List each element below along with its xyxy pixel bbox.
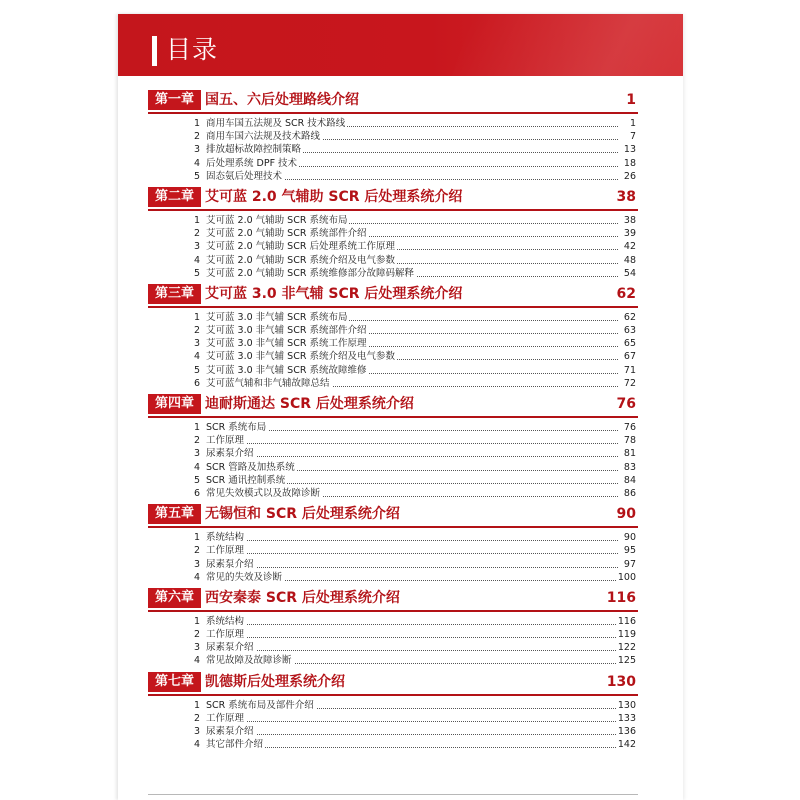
toc-entry[interactable] [148, 641, 638, 654]
chapter-title: 艾可蓝 3.0 非气辅 SCR 后处理系统介绍 [205, 285, 463, 302]
dot-leader [206, 637, 618, 638]
entry-title: 艾可蓝 3.0 非气辅 SCR 系统部件介绍 [206, 325, 367, 337]
toc-entry[interactable] [148, 699, 638, 712]
entry-page-number: 142 [617, 739, 636, 751]
entry-number: 2 [194, 131, 201, 143]
chapter-page-number: 62 [616, 285, 636, 302]
entry-number: 4 [194, 739, 201, 751]
entry-title: SCR 系统布局及部件介绍 [206, 699, 314, 711]
entry-title: 常见故障及故障诊断 [206, 655, 292, 667]
toc-entry[interactable] [148, 558, 638, 571]
entry-page-number: 81 [623, 448, 636, 460]
dot-leader [206, 721, 618, 722]
entry-page-number: 83 [623, 461, 636, 473]
entry-number: 4 [194, 157, 201, 169]
chapter-badge: 第二章 [148, 187, 201, 207]
toc-entry[interactable] [148, 377, 638, 390]
entry-title: 常见的失效及诊断 [206, 571, 283, 583]
toc-entry[interactable] [148, 143, 638, 156]
entry-title: 艾可蓝 2.0 气辅助 SCR 系统布局 [206, 214, 348, 226]
entry-number: 3 [194, 448, 201, 460]
toc-entry[interactable] [148, 531, 638, 544]
entry-number: 5 [194, 170, 201, 182]
entry-title: 排放超标故障控制策略 [206, 144, 302, 156]
entry-page-number: 18 [623, 157, 636, 169]
entry-number: 4 [194, 655, 201, 667]
entry-title: 尿素泵介绍 [206, 448, 254, 460]
entry-title: 尿素泵介绍 [206, 726, 254, 737]
entry-page-number: 125 [617, 655, 636, 667]
toc-entry[interactable] [148, 350, 638, 363]
dot-leader [206, 650, 618, 651]
chapter-heading[interactable] [148, 283, 638, 308]
chapter-badge: 第四章 [148, 394, 201, 414]
entry-page-number: 78 [623, 435, 636, 447]
chapter-section [148, 283, 638, 390]
chapter-badge: 第六章 [148, 588, 201, 608]
chapter-badge: 第七章 [148, 672, 201, 692]
dot-leader [206, 624, 618, 625]
entry-page-number: 90 [623, 532, 636, 544]
entry-number: 1 [194, 699, 201, 711]
toc-entry[interactable] [148, 474, 638, 487]
entry-number: 3 [194, 642, 201, 654]
toc-entry[interactable] [148, 725, 638, 738]
page-title: 目录 [166, 35, 219, 64]
entry-title: 尿素泵介绍 [206, 642, 254, 654]
toc-entry[interactable] [148, 544, 638, 557]
entry-title: 系统结构 [206, 532, 245, 544]
entry-title: SCR 系统布局 [206, 422, 267, 433]
toc-entry[interactable] [148, 571, 638, 584]
chapter-title: 迪耐斯通达 SCR 后处理系统介绍 [205, 396, 414, 412]
entry-title: 艾可蓝 2.0 气辅助 SCR 系统部件介绍 [206, 228, 367, 240]
table-of-contents [148, 89, 638, 754]
entry-number: 5 [194, 267, 201, 279]
toc-entry[interactable] [148, 461, 638, 474]
entry-page-number: 71 [623, 364, 636, 376]
dot-leader [206, 443, 618, 444]
entry-title: 工作原理 [206, 435, 245, 447]
entry-title: 工作原理 [206, 545, 245, 557]
chapter-heading[interactable] [148, 186, 638, 211]
entry-title: 商用车国六法规及技术路线 [206, 131, 321, 143]
toc-entry[interactable] [148, 434, 638, 447]
toc-entry[interactable] [148, 654, 638, 667]
chapter-badge: 第一章 [148, 90, 201, 110]
chapter-title: 西安秦泰 SCR 后处理系统介绍 [205, 589, 400, 606]
chapter-heading[interactable] [148, 393, 638, 418]
entry-page-number: 136 [617, 726, 636, 737]
toc-entry[interactable] [148, 267, 638, 280]
toc-entry[interactable] [148, 254, 638, 267]
toc-entry[interactable] [148, 337, 638, 350]
entry-page-number: 54 [623, 267, 636, 279]
entry-page-number: 76 [623, 422, 636, 433]
chapter-heading[interactable] [148, 89, 638, 114]
dot-leader [206, 567, 618, 568]
entry-page-number: 116 [617, 615, 636, 627]
book-page [118, 14, 683, 800]
toc-entry[interactable] [148, 157, 638, 170]
entry-page-number: 48 [623, 254, 636, 266]
dot-leader [206, 747, 618, 748]
entry-title: 艾可蓝气辅和非气辅故障总结 [206, 377, 330, 389]
chapter-badge: 第三章 [148, 284, 201, 304]
entry-page-number: 122 [617, 642, 636, 654]
entry-page-number: 7 [629, 131, 636, 143]
entry-number: 2 [194, 228, 201, 240]
entry-title: 艾可蓝 3.0 非气辅 SCR 系统介绍及电气参数 [206, 351, 395, 363]
entry-title: 工作原理 [206, 629, 245, 641]
entry-title: 固态氨后处理技术 [206, 170, 283, 182]
entry-number: 4 [194, 571, 201, 583]
entry-number: 2 [194, 545, 201, 557]
entry-title: 艾可蓝 3.0 非气辅 SCR 系统故障维修 [206, 364, 367, 376]
entry-number: 1 [194, 615, 201, 627]
entry-number: 1 [194, 118, 201, 129]
entry-title: SCR 管路及加热系统 [206, 461, 295, 473]
entry-number: 6 [194, 487, 201, 499]
entry-page-number: 130 [617, 699, 636, 711]
entry-title: 艾可蓝 2.0 气辅助 SCR 系统介绍及电气参数 [206, 254, 395, 266]
toc-entry[interactable] [148, 130, 638, 143]
entry-title: 其它部件介绍 [206, 739, 264, 751]
entry-page-number: 13 [623, 144, 636, 156]
toc-entry[interactable] [148, 421, 638, 434]
chapter-title: 艾可蓝 2.0 气辅助 SCR 后处理系统介绍 [205, 188, 463, 205]
entry-number: 5 [194, 474, 201, 486]
entry-title: 商用车国五法规及 SCR 技术路线 [206, 118, 346, 129]
entry-page-number: 39 [623, 228, 636, 240]
entry-number: 1 [194, 532, 201, 544]
toc-entry[interactable] [148, 628, 638, 641]
chapter-section [148, 503, 638, 584]
dot-leader [206, 456, 618, 457]
chapter-section [148, 89, 638, 183]
entry-number: 3 [194, 558, 201, 570]
entry-title: 工作原理 [206, 712, 245, 724]
chapter-section [148, 671, 638, 752]
toc-entry[interactable] [148, 487, 638, 500]
chapter-section [148, 186, 638, 280]
entry-number: 1 [194, 311, 201, 323]
toc-entry[interactable] [148, 712, 638, 725]
entry-number: 2 [194, 629, 201, 641]
entry-page-number: 1 [629, 118, 636, 129]
entry-page-number: 62 [623, 311, 636, 323]
toc-entry[interactable] [148, 214, 638, 227]
chapter-page-number: 1 [626, 92, 636, 108]
entry-number: 2 [194, 325, 201, 337]
chapter-heading[interactable] [148, 503, 638, 528]
toc-entry[interactable] [148, 240, 638, 253]
entry-page-number: 67 [623, 351, 636, 363]
entry-title: 常见失效模式以及故障诊断 [206, 487, 321, 499]
entry-number: 4 [194, 351, 201, 363]
chapter-page-number: 130 [606, 673, 636, 690]
toc-entry[interactable] [148, 324, 638, 337]
header-band [118, 14, 683, 76]
chapter-heading[interactable] [148, 671, 638, 696]
entry-page-number: 72 [623, 377, 636, 389]
entry-page-number: 42 [623, 241, 636, 253]
chapter-title: 无锡恒和 SCR 后处理系统介绍 [205, 506, 400, 523]
chapter-section [148, 587, 638, 668]
entry-number: 1 [194, 422, 201, 433]
entry-page-number: 119 [617, 629, 636, 641]
chapter-title: 凯德斯后处理系统介绍 [205, 673, 345, 690]
dot-leader [206, 553, 618, 554]
entry-title: 艾可蓝 3.0 非气辅 SCR 系统布局 [206, 311, 348, 323]
entry-number: 3 [194, 726, 201, 737]
entry-page-number: 95 [623, 545, 636, 557]
dot-leader [206, 734, 618, 735]
footer-divider [148, 794, 638, 795]
entry-page-number: 63 [623, 325, 636, 337]
chapter-page-number: 116 [606, 589, 636, 606]
entry-page-number: 84 [623, 474, 636, 486]
toc-entry[interactable] [148, 117, 638, 130]
entry-page-number: 100 [617, 571, 636, 583]
toc-entry[interactable] [148, 227, 638, 240]
entry-number: 5 [194, 364, 201, 376]
entry-number: 2 [194, 712, 201, 724]
chapter-page-number: 76 [616, 396, 636, 412]
chapter-page-number: 38 [616, 188, 636, 205]
entry-page-number: 86 [623, 487, 636, 499]
toc-entry[interactable] [148, 170, 638, 183]
entry-title: SCR 通讯控制系统 [206, 474, 286, 486]
toc-entry[interactable] [148, 615, 638, 628]
dot-leader [206, 540, 618, 541]
header-accent-bar [152, 36, 157, 66]
toc-entry[interactable] [148, 447, 638, 460]
entry-number: 3 [194, 144, 201, 156]
entry-number: 3 [194, 241, 201, 253]
entry-title: 艾可蓝 3.0 非气辅 SCR 系统工作原理 [206, 338, 367, 350]
entry-page-number: 133 [617, 712, 636, 724]
entry-number: 4 [194, 254, 201, 266]
toc-entry[interactable] [148, 738, 638, 751]
toc-entry[interactable] [148, 311, 638, 324]
entry-number: 2 [194, 435, 201, 447]
chapter-badge: 第五章 [148, 504, 201, 524]
entry-page-number: 65 [623, 338, 636, 350]
chapter-title: 国五、六后处理路线介绍 [205, 92, 359, 108]
entry-title: 艾可蓝 2.0 气辅助 SCR 系统维修部分故障码解释 [206, 267, 414, 279]
entry-page-number: 26 [623, 170, 636, 182]
entry-title: 艾可蓝 2.0 气辅助 SCR 后处理系统工作原理 [206, 241, 395, 253]
entry-title: 系统结构 [206, 615, 245, 627]
chapter-section [148, 393, 638, 500]
entry-page-number: 38 [623, 214, 636, 226]
chapter-page-number: 90 [616, 506, 636, 523]
entry-number: 4 [194, 461, 201, 473]
entry-page-number: 97 [623, 558, 636, 570]
entry-number: 1 [194, 214, 201, 226]
entry-title: 后处理系统 DPF 技术 [206, 157, 298, 169]
entry-title: 尿素泵介绍 [206, 558, 254, 570]
toc-entry[interactable] [148, 364, 638, 377]
entry-number: 6 [194, 377, 201, 389]
entry-number: 3 [194, 338, 201, 350]
chapter-heading[interactable] [148, 587, 638, 612]
